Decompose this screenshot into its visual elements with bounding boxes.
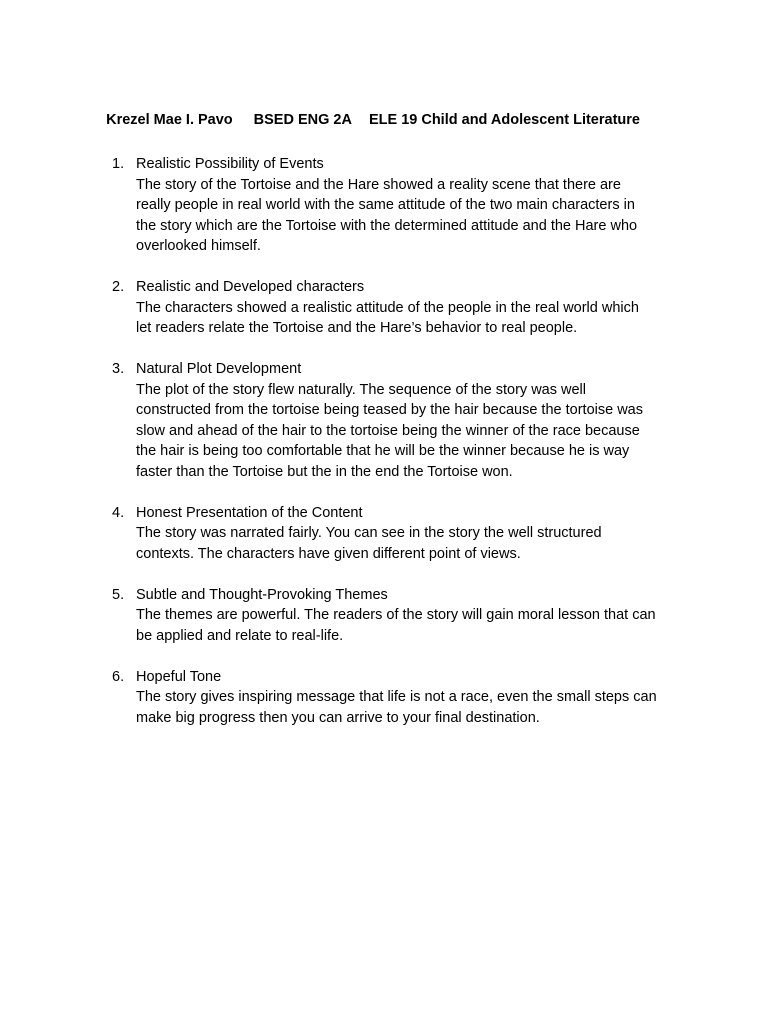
- document-header: [90, 93, 640, 147]
- list-item: [112, 585, 692, 647]
- item-body-line: really people in real world with the same attitude of the two main characters in: [136, 197, 635, 213]
- item-body-line: contexts. The characters have given different point of views.: [136, 545, 521, 562]
- item-title: Realistic and Developed characters: [136, 279, 365, 295]
- item-body-line: slow and ahead of the hair to the tortoise being the winner of the race because: [136, 422, 640, 439]
- item-number: 5.: [112, 586, 125, 603]
- item-body-line: be applied and relate to real-life.: [136, 627, 344, 644]
- list-item: [112, 667, 692, 729]
- item-title: Honest Presentation of the Content: [136, 504, 363, 521]
- item-body-line: The characters showed a realistic attitude of the people in the real world which: [136, 299, 639, 316]
- criteria-list: [112, 154, 692, 749]
- item-body-line: overlooked himself.: [136, 238, 261, 254]
- item-title: Natural Plot Development: [136, 361, 302, 377]
- item-body-line: The story gives inspiring message that life is not a race, even the small steps can: [136, 689, 657, 705]
- item-number: 2.: [112, 279, 125, 295]
- item-title: Subtle and Thought-Provoking Themes: [136, 586, 388, 603]
- item-title: Realistic Possibility of Events: [136, 156, 324, 172]
- item-title: Hopeful Tone: [136, 668, 222, 685]
- list-item: [112, 277, 692, 339]
- subject-title: ELE 19 Child and Adolescent Literature: [368, 112, 640, 128]
- item-number: 6.: [112, 668, 125, 685]
- item-body-line: The story was narrated fairly. You can see in the story the well structured: [136, 525, 602, 541]
- item-body-line: faster than the Tortoise but the in the end the Tortoise won.: [136, 463, 513, 480]
- item-body-line: make big progress then you can arrive to your final destination.: [136, 709, 540, 726]
- list-item: [112, 503, 692, 565]
- item-body-line: the story which are the Tortoise with the determined attitude and the Hare who: [136, 217, 638, 234]
- item-body-line: the hair is being too comfortable that he will be the winner because he is way: [136, 443, 630, 459]
- item-number: 3.: [112, 361, 125, 377]
- course-section: BSED ENG 2A: [253, 112, 352, 128]
- item-body-line: The plot of the story flew naturally. The sequence of the story was well: [136, 381, 586, 398]
- student-name: Krezel Mae I. Pavo: [106, 112, 233, 128]
- item-number: 4.: [112, 504, 125, 521]
- item-body-line: constructed from the tortoise being teased by the hair because the tortoise was: [136, 402, 643, 418]
- item-body-line: The themes are powerful. The readers of the story will gain moral lesson that can: [136, 607, 656, 623]
- item-body-line: let readers relate the Tortoise and the Hare’s behavior to real people.: [136, 320, 578, 336]
- item-number: 1.: [112, 156, 125, 172]
- list-item: [112, 359, 692, 482]
- item-body-line: The story of the Tortoise and the Hare showed a reality scene that there are: [136, 176, 621, 193]
- list-item: [112, 154, 692, 257]
